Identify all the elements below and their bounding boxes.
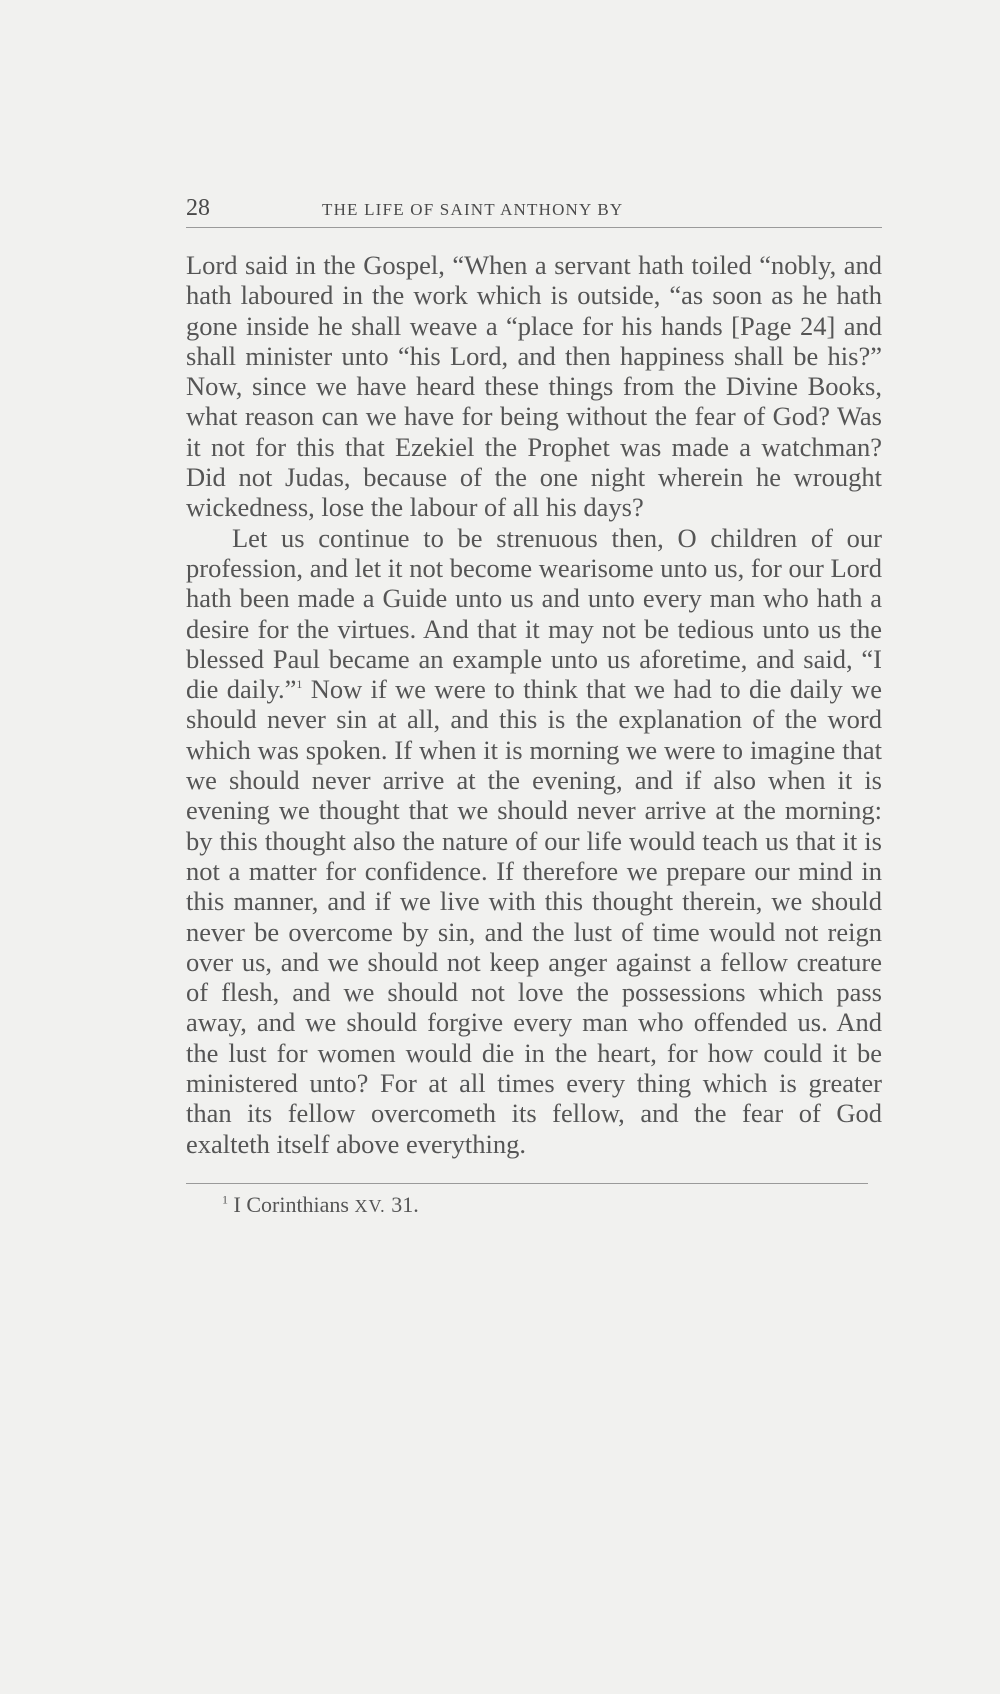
- paragraph-2-part-b: Now if we were to think that we had to die daily we should never sin at all, and this is the explanation of the word which was spoken. If when it is morning we were to imagine that we should never arrive at the evening, and if also when it is evening we thought that we should never arrive at the morning: by this thought also the nature of our life would teach us that it is not a matter for confidence. If therefore we prepare our mind in this manner, and if we live with this thought therein, we should never be overcome by sin, and the lust of time would not reign over us, and we should not keep anger against a fellow creature of flesh, and we should not love the possessions which pass away, and we should forgive every man who offended us. And the lust for women would die in the heart, for how could it be ministered unto? For at all times every thing which is greater than its fellow overcometh its fellow, and the fear of God exalteth itself above everything.: [186, 674, 882, 1159]
- page-number: 28: [186, 195, 210, 221]
- footnote: [222, 1192, 882, 1218]
- running-title: THE LIFE OF SAINT ANTHONY BY: [322, 200, 624, 219]
- book-page: [186, 195, 882, 1218]
- footnote-marker: 1: [222, 1192, 228, 1207]
- paragraph-1: Lord said in the Gospel, “When a servant hath toiled “nobly, and hath laboured in the work which is outside, “as soon as he hath gone inside he shall weave a “place for his hands [Page 24] and shall minister unto “his Lord, and then happiness shall be his?” Now, since we have heard these things from the Divine Books, what reason can we have for being without the fear of God? Was it not for this that Ezekiel the Prophet was made a watchman? Did not Judas, because of the one night wherein he wrought wickedness, lose the labour of all his days?: [186, 250, 882, 523]
- footnote-chapter: XV.: [354, 1195, 386, 1216]
- body-text: [186, 250, 882, 1159]
- paragraph-2: [186, 523, 882, 1159]
- paragraph-2-part-a: Let us continue to be strenuous then, O children of our profession, and let it not become wearisome unto us, for our Lord hath been made a Guide unto us and unto every man who hath a desire for the virtues. And that it may not be tedious unto us the blessed Paul became an example unto us aforetime, and said, “I die daily.”: [186, 522, 882, 705]
- footnote-text-b: 31.: [385, 1191, 419, 1217]
- footnote-text-a: I Corinthians: [233, 1191, 355, 1217]
- footnote-reference: 1: [296, 677, 303, 692]
- footnote-divider: [186, 1183, 868, 1184]
- running-head: [186, 195, 882, 228]
